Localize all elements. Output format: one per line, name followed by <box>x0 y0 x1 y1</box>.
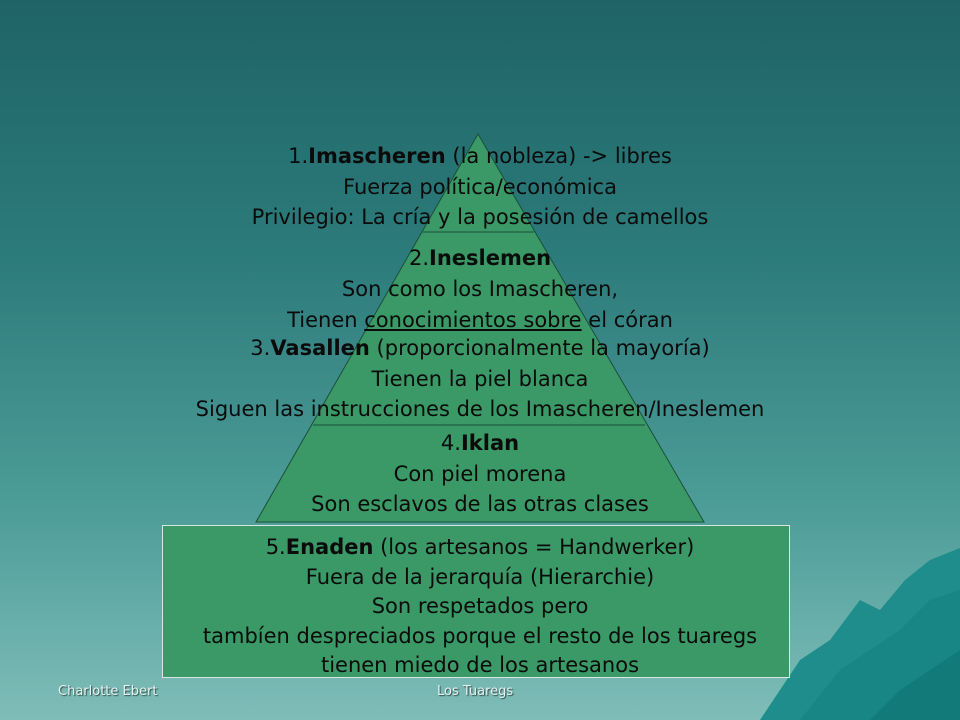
tier-4-line-3: Son esclavos de las otras clases <box>311 492 649 516</box>
tier-5-line-4: tambíen despreciados porque el resto de los tuaregs <box>202 623 758 648</box>
tier-3-heading: 3.Vasallen (proporcionalmente la mayoría) <box>250 336 710 360</box>
tier-1-imascheren <box>0 141 960 233</box>
tier-1-line-3: Privilegio: La cría y la posesión de camellos <box>251 205 709 229</box>
tier-3-vasallen <box>0 333 960 425</box>
tier-1-line-2: Fuerza política/económica <box>343 174 617 199</box>
tier-4-line-2: Con piel morena <box>393 461 567 486</box>
tier-5-line-3: Son respetados pero <box>371 594 589 618</box>
tier-3-line-3: Siguen las instrucciones de los Imascheren/Ineslemen <box>195 397 765 421</box>
tier-5-enaden <box>140 533 820 681</box>
tier-4-heading: 4.Iklan <box>440 431 520 455</box>
tier-5-line-2: Fuera de la jerarquía (Hierarchie) <box>305 564 655 589</box>
footer-author: Charlotte Ebert <box>58 684 158 699</box>
tier-2-ineslemen <box>0 243 960 274</box>
tier-2-heading: 2.Ineslemen <box>408 246 552 270</box>
tier-2-details <box>0 274 960 335</box>
tier-5-heading: 5.Enaden (los artesanos = Handwerker) <box>265 535 695 559</box>
tier-5-line-5: tienen miedo de los artesanos <box>320 653 640 677</box>
tier-1-heading: 1.Imascheren (la nobleza) -> libres <box>288 144 672 168</box>
tier-2-line-3: Tienen conocimientos sobre el córan <box>287 307 673 332</box>
tier-4-iklan <box>0 428 960 520</box>
footer-title: Los Tuaregs <box>437 684 514 699</box>
tier-2-line-2: Son como los Imascheren, <box>341 277 619 301</box>
tier-3-line-2: Tienen la piel blanca <box>371 366 589 391</box>
